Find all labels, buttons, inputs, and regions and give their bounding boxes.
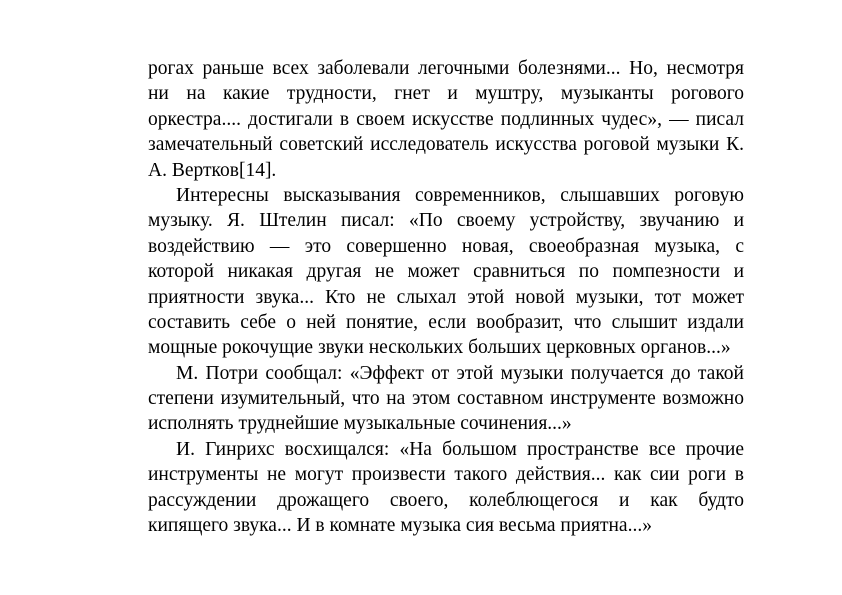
text-line: мощные рокочущие звуки нескольких больших церковных органов...» [148,337,731,359]
text-line: которой никакая другая не может сравниться по помпезности и [148,261,744,283]
text-line: А. Вертков[14]. [148,159,277,181]
text-line: Интересны высказывания современников, слышавших роговую [176,184,744,206]
text-line: замечательный советский исследователь искусства роговой музыки К. [148,134,744,156]
text-line: М. Потри сообщал: «Эффект от этой музыки получается до такой [176,362,744,384]
text-line: ни на какие трудности, гнет и муштру, музыканты рогового [148,83,744,105]
text-line: оркестра.... достигали в своем искусстве подлинных чудес», — писал [148,108,744,130]
text-line: инструменты не могут произвести такого действия... как сии роги в [148,464,744,486]
body-text [148,56,744,538]
text-line: степени изумительный, что на этом составном инструменте возможно [148,388,744,410]
text-line: приятности звука... Кто не слыхал этой новой музыки, тот может [148,286,744,308]
text-line: воздействию — это совершенно новая, своеобразная музыка, с [148,235,744,257]
text-line: рассуждении дрожащего своего, колеблющегося и как будто [148,489,744,511]
text-line: И. Гинрихс восхищался: «На большом пространстве все прочие [176,438,744,460]
paragraph-1 [148,56,744,183]
text-line: исполнять труднейшие музыкальные сочинения...» [148,413,572,435]
text-line: рогах раньше всех заболевали легочными болезнями... Но, несмотря [148,58,744,79]
paragraph-4 [148,437,744,539]
paragraph-2 [148,183,744,361]
text-line: составить себе о ней понятие, если вообразит, что слышит издали [148,311,744,333]
paragraph-3 [148,361,744,437]
text-line: кипящего звука... И в комнате музыка сия весьма приятна...» [148,515,652,537]
text-line: музыку. Я. Штелин писал: «По своему устройству, звучанию и [148,210,744,232]
